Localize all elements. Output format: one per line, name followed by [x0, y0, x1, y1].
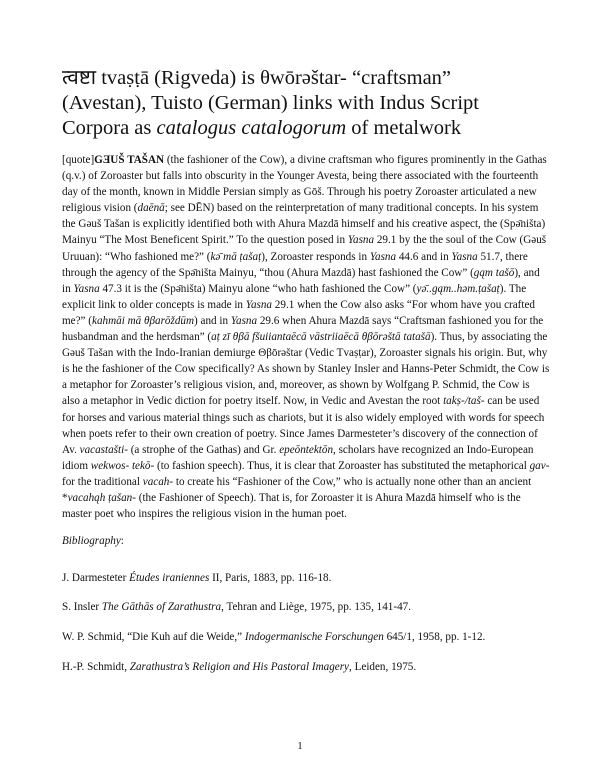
- italic-term: takṣ-/taš-: [443, 395, 485, 408]
- title-line-2: (Avestan), Tuisto (German) links with Indus Script: [62, 92, 479, 114]
- italic-term: wekwos- tekō-: [90, 459, 155, 472]
- text: 29.1 when the Cow also asks “For whom have you crafted me?” (: [62, 298, 536, 327]
- italic-term: Yasna: [245, 298, 273, 311]
- text: ). The explicit link to older concepts is made in: [62, 282, 527, 311]
- bib-text: W. P. Schmid, “Die Kuh auf die Weide,”: [62, 631, 245, 643]
- title-italic: catalogus catalogorum: [156, 117, 347, 139]
- italic-term: Yasna: [451, 250, 478, 263]
- page-title: [62, 66, 562, 141]
- title-text: of metalwork: [346, 117, 462, 139]
- italic-term: aṭ zī θβā fšuiiantaēcā vāstriiaēcā θβōrǝštā tatašā: [211, 331, 431, 344]
- italic-term: Yasna: [347, 234, 375, 247]
- bib-text: II, Paris, 1883, pp. 116-18.: [209, 572, 332, 584]
- bib-text: J. Darmesteter: [62, 572, 130, 584]
- title-line-3: [62, 116, 562, 141]
- text: ), and in: [62, 266, 540, 295]
- italic-term: daēnā: [137, 202, 165, 215]
- title-line-1: त्वष्टा tvaṣṭā (Rigveda) is θwōrəštar- “craftsman”: [62, 67, 452, 89]
- text: ) and in: [194, 314, 231, 327]
- bib-title: Zarathustra’s Religion and His Pastoral Imagery: [129, 661, 349, 673]
- italic-term: kahmāi mā θβarōždūm: [92, 314, 195, 327]
- text: 47.3 it is the (Spǝ̄ništa) Mainyu alone “who hath fashioned the Cow” (: [99, 282, 417, 295]
- bib-text: S. Insler: [62, 601, 102, 613]
- bib-title: The Gāthās of Zarathustra: [101, 601, 222, 613]
- page-number: 1: [297, 741, 303, 752]
- text: ). Thus, by associating the Gǝuš Tašan with the Indo-Iranian demiurge Θβōrǝštar (Vedic Tvaṣṭar), Zoroaster signals his origin. But, why is he the fashioner of the Cow specifically? As shown by Stanley Insler and Hanns-Peter Schmidt, the Cow is a metaphor for Zoroaster’s religious vision, and, moreover, as shown by Wolfgang P. Schmid, the Cow is also a metaphor in Vedic diction for poetry itself. Now, in Vedic and Avestan the root: [62, 331, 550, 408]
- text: (a strophe of the Gathas) and Gr.: [127, 443, 280, 456]
- text: , scholars have recognized an Indo-European idiom: [62, 443, 534, 472]
- text: for the traditional: [62, 475, 143, 488]
- text: 29.6 when Ahura Mazdā says “Craftsman fashioned you for the husbandman and the herdsman” (: [62, 314, 544, 344]
- bibliography-item: [62, 630, 562, 644]
- text: to create his “Fashioner of the Cow,” who is actually none other than an ancient *: [62, 475, 532, 504]
- text: (the fashioner of the Cow), a divine craftsman who figures prominently in the Gathas (q.v.) of Zoroaster but falls into obscurity in the Younger Avesta, being there associated with the fourteenth day of the month, known in Middle Persian simply as Gōš. Through his poetry Zoroaster articulated a new religious vision (: [62, 154, 547, 215]
- bibliography-colon: :: [120, 535, 124, 547]
- bib-text: 645/1, 1958, pp. 1-12.: [383, 631, 486, 643]
- italic-term: gąm tašō: [473, 266, 515, 279]
- italic-term: epeōntektōn: [279, 443, 334, 456]
- italic-term: Yasna: [230, 314, 258, 327]
- bib-text: H.-P. Schmidt,: [62, 661, 130, 673]
- text: ), Zoroaster responds in: [261, 250, 370, 263]
- bibliography-label: Bibliography: [62, 535, 121, 547]
- italic-term: gav-: [529, 459, 550, 472]
- quote-marker: [quote]: [62, 154, 95, 166]
- italic-term: yǝ̄..gąm..hǝm.ṭašaṭ: [416, 282, 500, 295]
- title-text: Corpora as: [62, 117, 157, 139]
- bib-text: , Leiden, 1975.: [349, 661, 417, 673]
- body-paragraph: [62, 152, 550, 522]
- italic-term: vacah-: [142, 475, 174, 488]
- bib-title: Études iraniennes: [129, 572, 210, 584]
- bib-title: Indogermanische Forschungen: [244, 631, 384, 643]
- italic-term: vacahąh ṭašan-: [67, 491, 136, 504]
- italic-term: vacastašti-: [79, 443, 128, 456]
- italic-term: Yasna: [73, 282, 100, 295]
- entry-headword: GƎUŠ TAŠAN: [94, 154, 165, 166]
- text: 29.1 by the the soul of the Cow (Gǝuš Uruuan): “Who fashioned me?” (: [62, 234, 547, 263]
- italic-term: kǝ̄ mā ṭašaṭ: [210, 250, 262, 263]
- text: (to fashion speech). Thus, it is clear that Zoroaster has substituted the metaphorical: [154, 459, 530, 472]
- bib-text: , Tehran and Liège, 1975, pp. 135, 141-47.: [221, 601, 412, 613]
- bibliography-item: [62, 600, 562, 614]
- text: (the Fashioner of Speech). That is, for Zoroaster it is Ahura Mazdā himself who is the master poet who inspires the religious vision in the human poet.: [62, 491, 521, 521]
- italic-term: Yasna: [369, 250, 397, 263]
- bibliography-heading: [62, 535, 124, 547]
- text: can be used for horses and various material things such as chariots, but it is also widely employed with words for speech when poets refer to their own creation of poetry. Since James Darmesteter’s discovery of the connection of Av.: [62, 395, 545, 456]
- text: 51.7, there through the agency of the Spǝ̄ništa Mainyu, “thou (Ahura Mazdā) hast fashioned the Cow” (: [62, 250, 528, 279]
- text: 44.6 and in: [396, 250, 452, 263]
- bibliography-item: [62, 571, 562, 585]
- bibliography-item: [62, 660, 562, 674]
- text: ; see DĒN) based on the reinterpretation of many traditional concepts. In his system the Gǝuš Tašan is explicitly identified both with Ahura Mazdā himself and his creative aspect, the (Spǝ̄ništa) Mainyu “The Most Beneficent Spirit.” To the question posed in: [62, 202, 546, 247]
